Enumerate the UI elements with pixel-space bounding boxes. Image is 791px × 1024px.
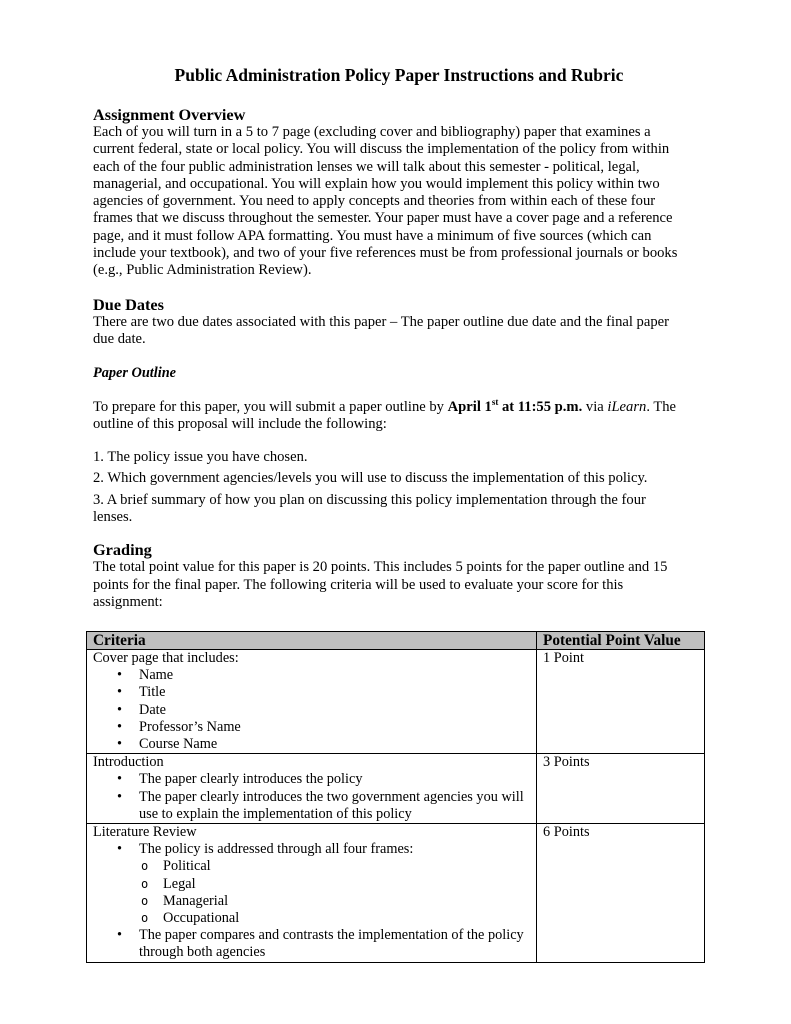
outline-line-1 xyxy=(93,396,705,416)
list-item xyxy=(139,789,536,823)
intro-points-cell: 3 Points xyxy=(537,754,705,824)
outline-items xyxy=(93,449,705,526)
cover-bullets xyxy=(93,667,536,753)
frames-list xyxy=(139,858,536,927)
lit-b2-line2: through both agencies xyxy=(139,944,266,961)
list-item: • Title xyxy=(139,684,536,701)
outline-paragraph xyxy=(93,396,705,434)
overview-line: (e.g., Public Administration Review). xyxy=(93,262,312,279)
outline-post: . The xyxy=(646,398,677,415)
lit-criteria-cell xyxy=(87,824,537,963)
grading-line: The total point value for this paper is 20 points. This includes 5 points for the paper outline and 15 xyxy=(93,559,668,576)
outline-via: via xyxy=(582,398,608,415)
document-page xyxy=(93,64,705,611)
intro-b2-line2: use to explain the implementation of this policy xyxy=(139,805,412,822)
overview-line: frames that we discuss throughout the semester. Your paper must have a cover page and a reference xyxy=(93,210,673,227)
grading-paragraph xyxy=(93,559,705,611)
overview-line: include your textbook), and two of your five references must be from professional journals or books xyxy=(93,245,678,262)
outline-line-2: outline of this proposal will include the following: xyxy=(93,415,387,432)
list-item: o Occupational xyxy=(163,910,536,927)
rubric-table xyxy=(86,631,705,963)
outline-item xyxy=(93,492,705,527)
outline-item: 1. The policy issue you have chosen. xyxy=(93,449,308,466)
lit-label: Literature Review xyxy=(93,824,197,841)
outline-deadline xyxy=(447,396,583,415)
list-item: o Managerial xyxy=(163,893,536,910)
overview-line: Each of you will turn in a 5 to 7 page (excluding cover and bibliography) paper that examines a xyxy=(93,124,651,140)
list-item: • Date xyxy=(139,702,536,719)
deadline-time: at 11:55 p.m. xyxy=(498,398,583,415)
outline-pre: To prepare for this paper, you will submit a paper outline by xyxy=(93,398,448,415)
due-line: There are two due dates associated with this paper – The paper outline due date and the final paper xyxy=(93,313,669,330)
list-item xyxy=(139,841,536,927)
overview-line: each of the four public administration lenses we will talk about this semester - political, legal, xyxy=(93,158,640,175)
intro-bullets xyxy=(93,771,536,823)
page-title: Public Administration Policy Paper Instructions and Rubric xyxy=(174,65,624,85)
overview-line: managerial, and occupational. You will explain how you would implement this policy within two xyxy=(93,175,660,192)
grading-line: assignment: xyxy=(93,593,163,610)
cover-points-cell: 1 Point xyxy=(537,650,705,754)
lit-bullets xyxy=(93,841,536,961)
overview-line: agencies of government. You need to apply concepts and theories from within each of these four xyxy=(93,193,656,210)
overview-line: current federal, state or local policy. You will discuss the implementation of the policy from within xyxy=(93,141,670,158)
list-item: • The paper clearly introduces the policy xyxy=(139,771,536,788)
outline-item-3: 3. A brief summary of how you plan on discussing this policy implementation through the four xyxy=(93,491,646,508)
due-dates-paragraph xyxy=(93,314,705,349)
lit-points-cell: 6 Points xyxy=(537,824,705,963)
list-item: o Political xyxy=(163,858,536,875)
deadline-date: April 1 xyxy=(447,398,492,415)
intro-b2-line1: The paper clearly introduces the two government agencies you will xyxy=(139,788,524,805)
due-line: due date. xyxy=(93,330,146,347)
intro-criteria-cell xyxy=(87,754,537,824)
criteria-header: Criteria xyxy=(87,632,537,650)
points-header: Potential Point Value xyxy=(537,632,705,650)
overview-paragraph xyxy=(93,124,705,280)
outline-item-3-cont: lenses. xyxy=(93,509,133,526)
overview-line: page, and it must follow APA formatting. You must have a minimum of five sources (which can xyxy=(93,227,652,244)
grading-line: points for the final paper. The following criteria will be used to evaluate your score for this xyxy=(93,576,624,593)
table-row xyxy=(87,824,705,963)
list-item: • Course Name xyxy=(139,736,536,753)
list-item: o Legal xyxy=(163,876,536,893)
outline-item: 2. Which government agencies/levels you will use to discuss the implementation of this policy. xyxy=(93,470,648,487)
table-row xyxy=(87,650,705,754)
intro-label: Introduction xyxy=(93,754,164,771)
list-item: • Professor’s Name xyxy=(139,719,536,736)
cover-criteria-cell xyxy=(87,650,537,754)
paper-outline-heading: Paper Outline xyxy=(93,365,177,382)
lit-b2-line1: The paper compares and contrasts the implementation of the policy xyxy=(139,927,524,944)
lit-b1: The policy is addressed through all four frames: xyxy=(139,841,414,858)
outline-platform: iLearn xyxy=(607,398,647,415)
list-item: • Name xyxy=(139,667,536,684)
rubric-header-row xyxy=(87,632,705,650)
due-dates-heading: Due Dates xyxy=(93,294,164,314)
deadline-date-suffix: st xyxy=(491,396,499,407)
grading-heading: Grading xyxy=(93,540,152,560)
table-row xyxy=(87,754,705,824)
cover-label: Cover page that includes: xyxy=(93,650,239,666)
overview-heading: Assignment Overview xyxy=(93,105,246,124)
list-item xyxy=(139,927,536,961)
